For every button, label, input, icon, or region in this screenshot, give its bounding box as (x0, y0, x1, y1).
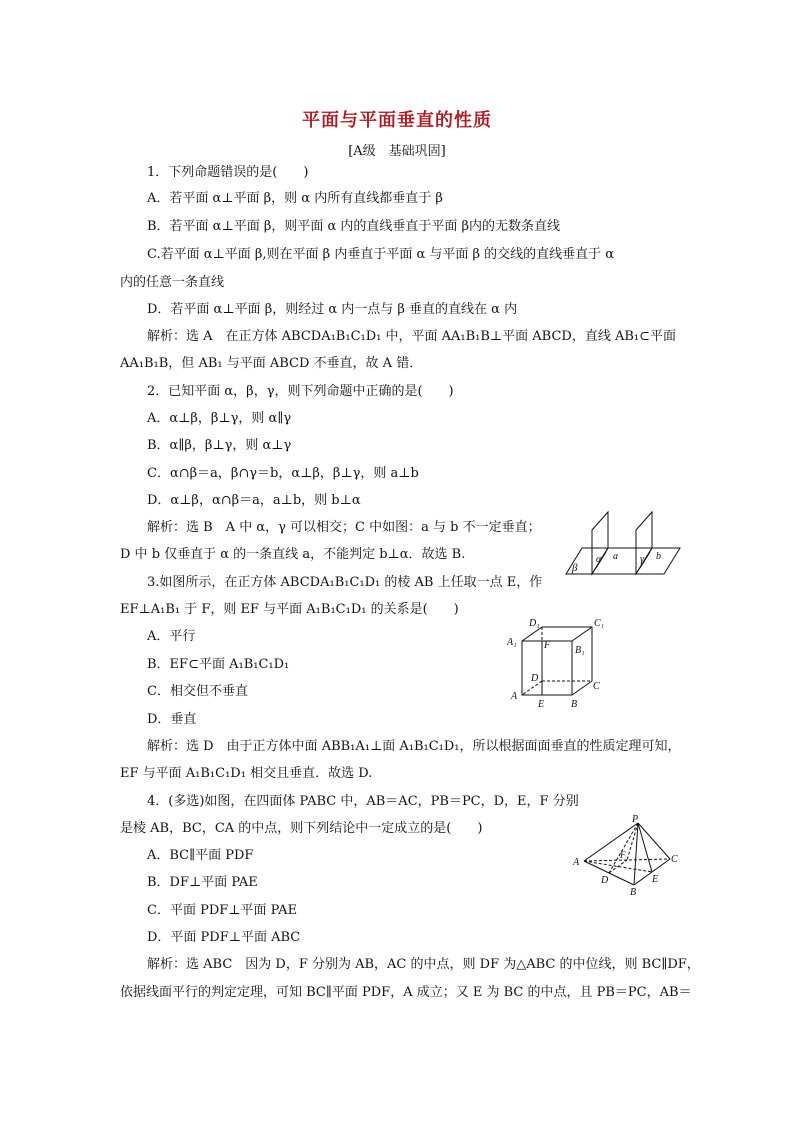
fig2-label: A₁ (507, 637, 517, 648)
q1-stem: 1．下列命题错误的是( ) (147, 165, 309, 180)
fig1-label: β (572, 562, 578, 574)
figure-cube (505, 615, 610, 710)
q3-option-d: D．垂直 (147, 712, 197, 727)
q1-option-a: A．若平面 α⊥平面 β，则 α 内所有直线都垂直于 β (147, 191, 443, 206)
fig1-label: α (596, 554, 602, 565)
q4-answer-line2: 依据线面平行的判定定理，可知 BC∥平面 PDF，A 成立；又 E 为 BC 的中点，且 PB＝PC，AB＝ (120, 985, 692, 1000)
q1-option-c-line1: C.若平面 α⊥平面 β,则在平面 β 内垂直于平面 α 与平面 β 的交线的直线垂直于 α (147, 247, 615, 262)
fig3-label: P (632, 815, 639, 825)
fig2-label: B (571, 699, 578, 710)
q3-option-b: B．EF⊂平面 A₁B₁C₁D₁ (147, 657, 290, 672)
fig3-label: C (671, 854, 678, 865)
fig2-label: A (511, 691, 518, 702)
fig2-label: E (538, 699, 545, 710)
fig3-label: F (620, 850, 626, 860)
q4-stem-line1: 4．(多选)如图，在四面体 PABC 中，AB＝AC，PB＝PC，D，E，F 分别 (147, 794, 579, 809)
fig2-label: F (544, 640, 551, 651)
q2-answer-line2: D 中 b 仅垂直于 α 的一条直线 a，不能判定 b⊥α．故选 B. (120, 547, 466, 562)
q1-option-b: B．若平面 α⊥平面 β，则平面 α 内的直线垂直于平面 β内的无数条直线 (147, 219, 561, 234)
q1-answer-line2: AA₁B₁B，但 AB₁ 与平面 ABCD 不垂直，故 A 错． (120, 356, 423, 371)
q4-option-b: B．DF⊥平面 PAE (147, 875, 258, 890)
q2-option-d: D．α⊥β，α∩β＝a，a⊥b，则 b⊥α (147, 493, 361, 508)
q3-stem-line2: EF⊥A₁B₁ 于 F，则 EF 与平面 A₁B₁C₁D₁ 的关系是( ) (120, 602, 459, 617)
q4-answer-line1: 解析：选 ABC 因为 D，F 分别为 AB，AC 的中点，则 DF 为△ABC 的中位线，则 BC∥DF， (147, 957, 700, 972)
q2-option-a: A．α⊥β，β⊥γ，则 α∥γ (147, 411, 292, 426)
fig1-label: a (613, 551, 618, 562)
page-title: 平面与平面垂直的性质 (302, 110, 492, 131)
fig2-label: D₁ (529, 618, 540, 629)
q2-answer-line1: 解析：选 B A 中 α，γ 可以相交；C 中如图：a 与 b 不一定垂直； (147, 520, 541, 535)
q4-option-d: D．平面 PDF⊥平面 ABC (147, 930, 301, 945)
q1-option-d: D．若平面 α⊥平面 β，则经过 α 内一点与 β 垂直的直线在 α 内 (147, 302, 518, 317)
fig2-label: B₁ (575, 645, 585, 656)
fig2-label: C₁ (594, 618, 605, 629)
plane-beta (566, 548, 680, 574)
fig3-label: A (573, 857, 580, 868)
q3-option-a: A．平行 (147, 629, 196, 644)
q2-option-b: B．α∥β，β⊥γ，则 α⊥γ (147, 438, 292, 453)
q3-stem-line1: 3.如图所示，在正方体 ABCDA₁B₁C₁D₁ 的棱 AB 上任取一点 E，作 (147, 575, 543, 590)
plane-gamma-right (636, 512, 652, 574)
q3-option-c: C．相交但不垂直 (147, 684, 248, 699)
fig3-label: B (630, 887, 637, 897)
figure-tetrahedron (570, 815, 680, 897)
q3-answer-line2: EF 与平面 A₁B₁C₁D₁ 相交且垂直．故选 D. (120, 766, 373, 781)
q1-option-c-line2: 内的任意一条直线 (120, 275, 225, 290)
fig1-label: b (656, 551, 661, 562)
q1-answer-line1: 解析：选 A 在正方体 ABCDA₁B₁C₁D₁ 中，平面 AA₁B₁B⊥平面 ABCD，直线 AB₁⊂平面 (147, 329, 677, 344)
q3-answer-line1: 解析：选 D 由于正方体中面 ABB₁A₁⊥面 A₁B₁C₁D₁，所以根据面面垂直的性质定理可知， (147, 739, 681, 754)
q4-option-c: C．平面 PDF⊥平面 PAE (147, 903, 298, 918)
q4-stem-line2: 是棱 AB，BC，CA 的中点，则下列结论中一定成立的是( ) (120, 821, 483, 836)
q2-stem: 2．已知平面 α，β，γ，则下列命题中正确的是( ) (147, 384, 454, 399)
fig3-label: D (601, 875, 609, 886)
fig1-label: γ (640, 554, 644, 565)
fig3-label: E (652, 874, 659, 885)
q4-option-a: A．BC∥平面 PDF (147, 848, 254, 863)
q2-option-c: C．α∩β＝a，β∩γ＝b，α⊥β，β⊥γ，则 a⊥b (147, 466, 419, 481)
fig2-label: D (531, 673, 539, 684)
fig2-label: C (593, 681, 600, 692)
figure-perpendicular-planes (562, 508, 684, 580)
section-level: [A级 基础巩固] (348, 144, 446, 159)
